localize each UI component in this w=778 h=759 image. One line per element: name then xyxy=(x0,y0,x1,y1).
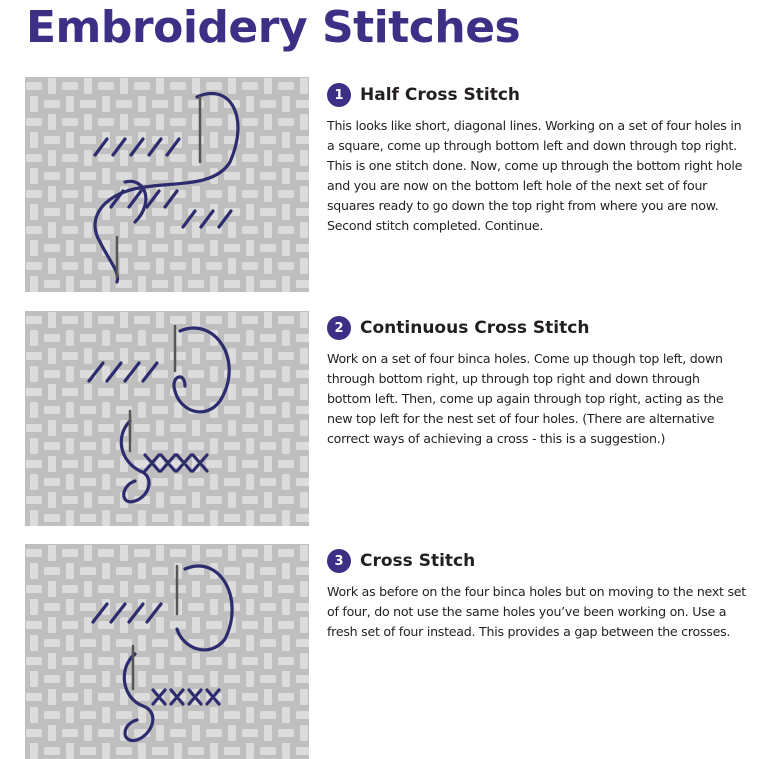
page-title: Embroidery Stitches xyxy=(26,2,521,53)
stitch-description: Work as before on the four binca holes but on moving to the next set of four, do not use the same holes you’ve been working on. Use a fresh set of four instead. This provides a gap between the crosses. xyxy=(327,584,746,639)
cross-stitch-illustration xyxy=(25,544,309,759)
step-number-badge: 3 xyxy=(327,549,351,573)
stitch-description: Work on a set of four binca holes. Come up though top left, down through bottom right, up through top right and down through bottom left. Then, come up again through top right, acting as the new top left for the nest set of four holes. (There are alternative correct ways of achieving a cross - this is a suggestion.) xyxy=(327,351,724,446)
stitch-title: Half Cross Stitch xyxy=(360,85,521,105)
stitch-description: This looks like short, diagonal lines. Working on a set of four holes in a square, come up through bottom left and down through top right. This is one stitch done. Now, come up through the bottom right hole and you are now on the bottom left hole of the next set of four squares ready to go down the top right from where you are now. Second stitch completed. Continue. xyxy=(327,118,743,233)
stitch-section-half-cross xyxy=(327,82,747,236)
stitch-section-continuous-cross xyxy=(327,315,747,449)
step-number-badge: 2 xyxy=(327,316,351,340)
stitch-title: Cross Stitch xyxy=(360,551,476,571)
stitch-section-cross xyxy=(327,548,747,642)
step-number-badge: 1 xyxy=(327,83,351,107)
stitch-title: Continuous Cross Stitch xyxy=(360,318,590,338)
half-cross-stitch-illustration xyxy=(25,77,309,292)
continuous-cross-stitch-illustration xyxy=(25,311,309,526)
